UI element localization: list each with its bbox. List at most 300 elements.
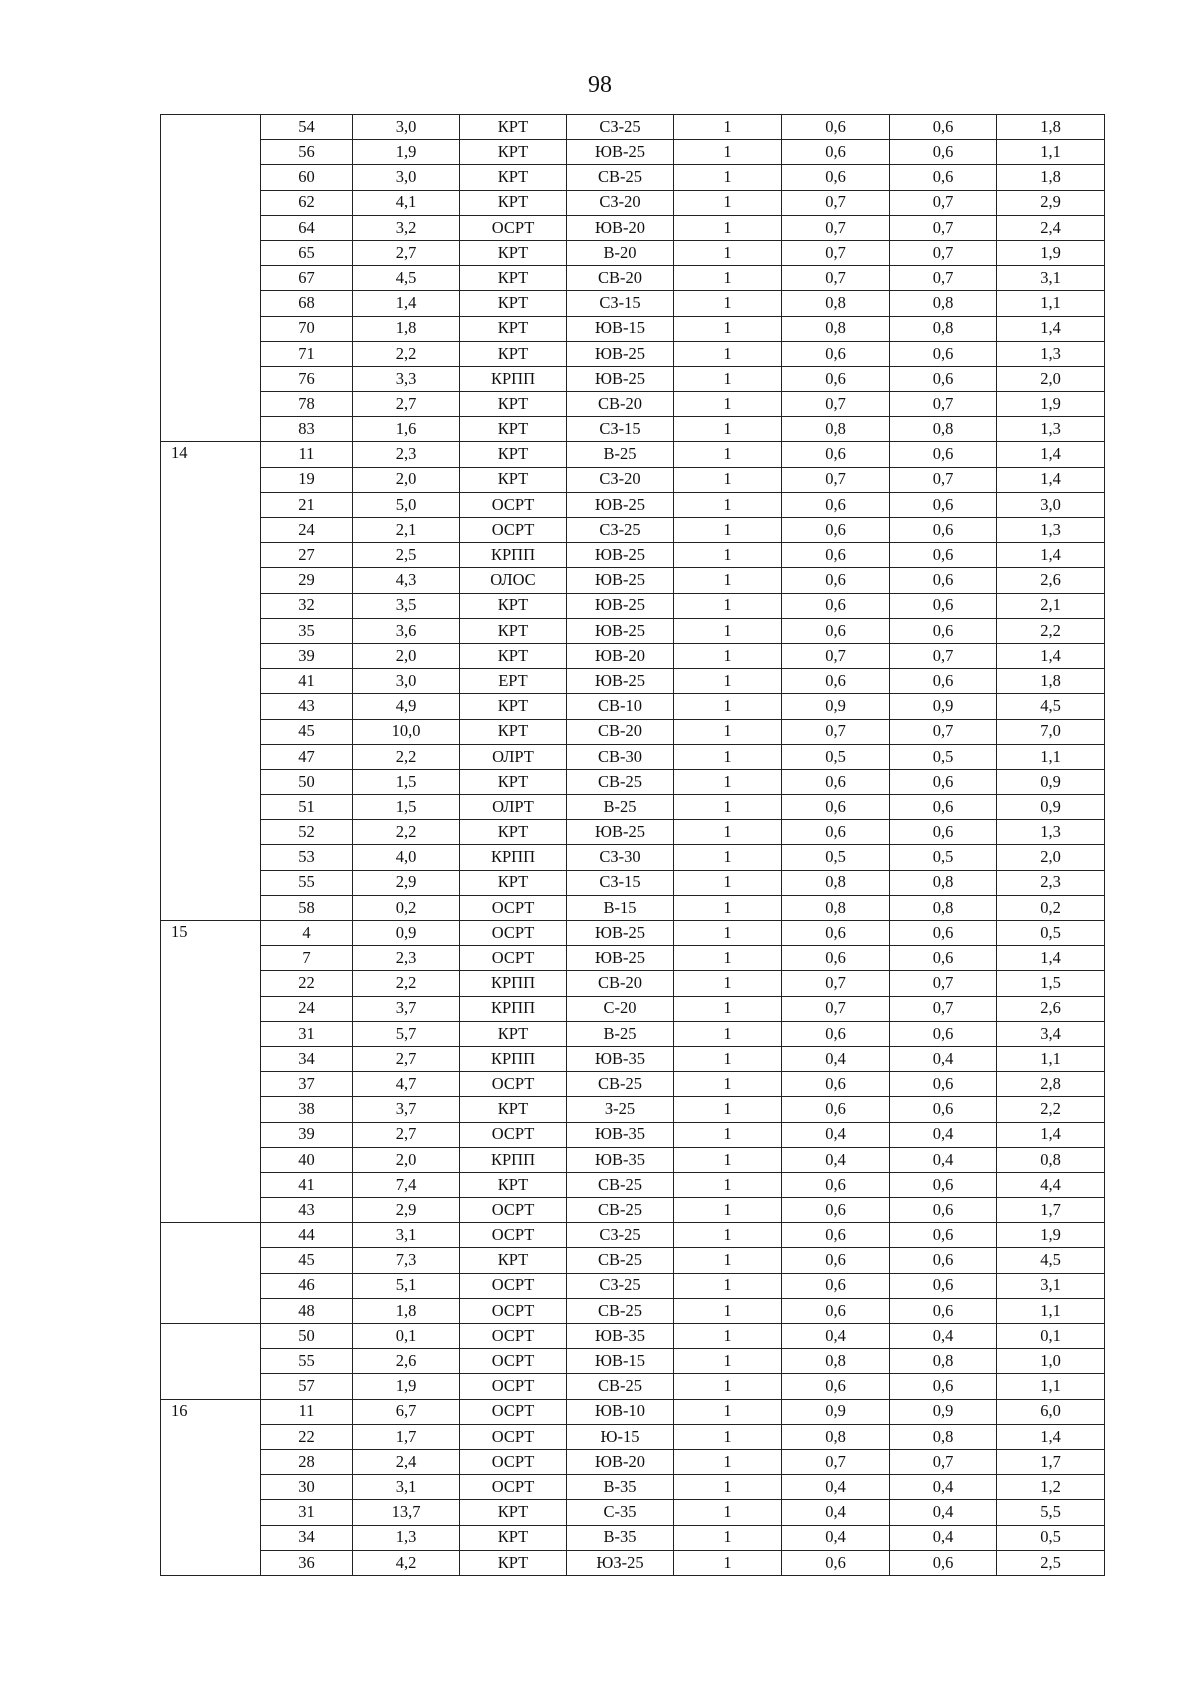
- plot-number-cell: 35: [261, 618, 353, 643]
- coef-a-cell: 0,8: [782, 895, 890, 920]
- count-cell: 1: [674, 568, 782, 593]
- count-cell: 1: [674, 1273, 782, 1298]
- table-row: [161, 467, 1105, 492]
- table-row: [161, 744, 1105, 769]
- coef-a-cell: 0,6: [782, 1097, 890, 1122]
- coef-b-cell: 0,6: [890, 568, 997, 593]
- plot-number-cell: 38: [261, 1097, 353, 1122]
- coef-b-cell: 0,6: [890, 1248, 997, 1273]
- coef-b-cell: 0,8: [890, 316, 997, 341]
- type-cell: КРПП: [460, 543, 567, 568]
- value-cell: 1,0: [997, 1349, 1105, 1374]
- area-cell: 2,4: [353, 1449, 460, 1474]
- exposure-cell: З-25: [567, 1097, 674, 1122]
- coef-b-cell: 0,6: [890, 921, 997, 946]
- exposure-cell: СЗ-15: [567, 870, 674, 895]
- exposure-cell: СВ-20: [567, 266, 674, 291]
- table-row: [161, 1172, 1105, 1197]
- coef-a-cell: 0,4: [782, 1046, 890, 1071]
- exposure-cell: ЮВ-35: [567, 1324, 674, 1349]
- plot-number-cell: 22: [261, 971, 353, 996]
- type-cell: ОСРТ: [460, 1298, 567, 1323]
- exposure-cell: ЮВ-25: [567, 366, 674, 391]
- value-cell: 2,6: [997, 568, 1105, 593]
- coef-b-cell: 0,8: [890, 291, 997, 316]
- type-cell: ОСРТ: [460, 1122, 567, 1147]
- type-cell: КРТ: [460, 769, 567, 794]
- table-row: [161, 518, 1105, 543]
- count-cell: 1: [674, 870, 782, 895]
- value-cell: 2,0: [997, 845, 1105, 870]
- type-cell: КРТ: [460, 1525, 567, 1550]
- area-cell: 2,7: [353, 392, 460, 417]
- exposure-cell: СЗ-15: [567, 291, 674, 316]
- coef-a-cell: 0,7: [782, 719, 890, 744]
- exposure-cell: С-35: [567, 1500, 674, 1525]
- area-cell: 4,0: [353, 845, 460, 870]
- count-cell: 1: [674, 795, 782, 820]
- exposure-cell: С-20: [567, 996, 674, 1021]
- area-cell: 0,1: [353, 1324, 460, 1349]
- value-cell: 1,4: [997, 442, 1105, 467]
- count-cell: 1: [674, 1374, 782, 1399]
- type-cell: КРПП: [460, 1046, 567, 1071]
- count-cell: 1: [674, 518, 782, 543]
- count-cell: 1: [674, 341, 782, 366]
- coef-b-cell: 0,6: [890, 1198, 997, 1223]
- type-cell: ЕРТ: [460, 669, 567, 694]
- plot-number-cell: 28: [261, 1449, 353, 1474]
- plot-number-cell: 36: [261, 1550, 353, 1575]
- coef-a-cell: 0,6: [782, 1021, 890, 1046]
- plot-number-cell: 51: [261, 795, 353, 820]
- exposure-cell: СВ-20: [567, 971, 674, 996]
- plot-number-cell: 56: [261, 140, 353, 165]
- area-cell: 4,1: [353, 190, 460, 215]
- type-cell: КРТ: [460, 190, 567, 215]
- value-cell: 3,1: [997, 266, 1105, 291]
- table-row: [161, 442, 1105, 467]
- exposure-cell: СЗ-25: [567, 1273, 674, 1298]
- coef-a-cell: 0,6: [782, 946, 890, 971]
- area-cell: 4,9: [353, 694, 460, 719]
- type-cell: ОСРТ: [460, 1198, 567, 1223]
- plot-number-cell: 55: [261, 1349, 353, 1374]
- type-cell: КРТ: [460, 417, 567, 442]
- plot-number-cell: 78: [261, 392, 353, 417]
- exposure-cell: СВ-25: [567, 1198, 674, 1223]
- coef-a-cell: 0,6: [782, 568, 890, 593]
- exposure-cell: СЗ-25: [567, 115, 674, 140]
- table-row: [161, 593, 1105, 618]
- plot-number-cell: 41: [261, 669, 353, 694]
- count-cell: 1: [674, 1298, 782, 1323]
- plot-number-cell: 39: [261, 1122, 353, 1147]
- value-cell: 6,0: [997, 1399, 1105, 1424]
- exposure-cell: СЗ-30: [567, 845, 674, 870]
- exposure-cell: ЮВ-25: [567, 492, 674, 517]
- coef-b-cell: 0,4: [890, 1525, 997, 1550]
- coef-a-cell: 0,4: [782, 1324, 890, 1349]
- value-cell: 1,2: [997, 1475, 1105, 1500]
- table-row: [161, 140, 1105, 165]
- coef-b-cell: 0,6: [890, 795, 997, 820]
- area-cell: 3,1: [353, 1475, 460, 1500]
- coef-b-cell: 0,6: [890, 518, 997, 543]
- coef-b-cell: 0,6: [890, 769, 997, 794]
- plot-number-cell: 68: [261, 291, 353, 316]
- table-row: [161, 845, 1105, 870]
- count-cell: 1: [674, 820, 782, 845]
- value-cell: 2,1: [997, 593, 1105, 618]
- area-cell: 2,2: [353, 971, 460, 996]
- coef-a-cell: 0,7: [782, 190, 890, 215]
- count-cell: 1: [674, 1223, 782, 1248]
- coef-a-cell: 0,8: [782, 291, 890, 316]
- count-cell: 1: [674, 442, 782, 467]
- value-cell: 2,6: [997, 996, 1105, 1021]
- exposure-cell: СВ-25: [567, 165, 674, 190]
- area-cell: 1,9: [353, 140, 460, 165]
- type-cell: ОСРТ: [460, 492, 567, 517]
- coef-a-cell: 0,6: [782, 366, 890, 391]
- type-cell: ОСРТ: [460, 215, 567, 240]
- table-row: [161, 946, 1105, 971]
- count-cell: 1: [674, 1147, 782, 1172]
- value-cell: 1,1: [997, 1374, 1105, 1399]
- type-cell: КРТ: [460, 1500, 567, 1525]
- exposure-cell: ЮВ-25: [567, 568, 674, 593]
- plot-number-cell: 39: [261, 643, 353, 668]
- coef-a-cell: 0,6: [782, 593, 890, 618]
- coef-b-cell: 0,7: [890, 1449, 997, 1474]
- value-cell: 1,7: [997, 1449, 1105, 1474]
- type-cell: ОСРТ: [460, 1374, 567, 1399]
- plot-number-cell: 55: [261, 870, 353, 895]
- count-cell: 1: [674, 971, 782, 996]
- table-row: [161, 1324, 1105, 1349]
- count-cell: 1: [674, 417, 782, 442]
- type-cell: ОСРТ: [460, 1399, 567, 1424]
- table-row: [161, 1449, 1105, 1474]
- coef-b-cell: 0,6: [890, 115, 997, 140]
- table-row: [161, 643, 1105, 668]
- table-row: [161, 1500, 1105, 1525]
- plot-number-cell: 47: [261, 744, 353, 769]
- count-cell: 1: [674, 165, 782, 190]
- plot-number-cell: 43: [261, 1198, 353, 1223]
- coef-b-cell: 0,9: [890, 694, 997, 719]
- coef-b-cell: 0,6: [890, 1298, 997, 1323]
- value-cell: 1,9: [997, 392, 1105, 417]
- exposure-cell: СВ-25: [567, 1374, 674, 1399]
- area-cell: 2,1: [353, 518, 460, 543]
- count-cell: 1: [674, 845, 782, 870]
- value-cell: 2,4: [997, 215, 1105, 240]
- table-row: [161, 115, 1105, 140]
- coef-a-cell: 0,8: [782, 870, 890, 895]
- plot-number-cell: 58: [261, 895, 353, 920]
- area-cell: 7,4: [353, 1172, 460, 1197]
- value-cell: 1,5: [997, 971, 1105, 996]
- coef-a-cell: 0,7: [782, 996, 890, 1021]
- table-row: [161, 1021, 1105, 1046]
- count-cell: 1: [674, 593, 782, 618]
- exposure-cell: СВ-25: [567, 1172, 674, 1197]
- exposure-cell: ЮВ-35: [567, 1122, 674, 1147]
- count-cell: 1: [674, 140, 782, 165]
- coef-a-cell: 0,6: [782, 341, 890, 366]
- count-cell: 1: [674, 115, 782, 140]
- count-cell: 1: [674, 946, 782, 971]
- coef-a-cell: 0,7: [782, 215, 890, 240]
- type-cell: КРПП: [460, 996, 567, 1021]
- coef-a-cell: 0,6: [782, 1273, 890, 1298]
- table-row: [161, 1374, 1105, 1399]
- count-cell: 1: [674, 921, 782, 946]
- value-cell: 1,9: [997, 1223, 1105, 1248]
- value-cell: 1,4: [997, 946, 1105, 971]
- table-row: [161, 719, 1105, 744]
- area-cell: 2,5: [353, 543, 460, 568]
- exposure-cell: СВ-20: [567, 719, 674, 744]
- value-cell: 1,4: [997, 467, 1105, 492]
- table-row: [161, 1072, 1105, 1097]
- value-cell: 1,1: [997, 744, 1105, 769]
- plot-number-cell: 45: [261, 1248, 353, 1273]
- value-cell: 1,1: [997, 1046, 1105, 1071]
- area-cell: 5,1: [353, 1273, 460, 1298]
- type-cell: КРПП: [460, 1147, 567, 1172]
- type-cell: ОСРТ: [460, 1273, 567, 1298]
- value-cell: 1,3: [997, 518, 1105, 543]
- area-cell: 2,9: [353, 1198, 460, 1223]
- coef-a-cell: 0,4: [782, 1122, 890, 1147]
- coef-b-cell: 0,6: [890, 1072, 997, 1097]
- coef-b-cell: 0,6: [890, 820, 997, 845]
- coef-a-cell: 0,6: [782, 165, 890, 190]
- area-cell: 5,7: [353, 1021, 460, 1046]
- area-cell: 1,6: [353, 417, 460, 442]
- count-cell: 1: [674, 543, 782, 568]
- count-cell: 1: [674, 1021, 782, 1046]
- type-cell: ОСРТ: [460, 518, 567, 543]
- coef-a-cell: 0,7: [782, 392, 890, 417]
- count-cell: 1: [674, 1424, 782, 1449]
- count-cell: 1: [674, 266, 782, 291]
- coef-a-cell: 0,7: [782, 971, 890, 996]
- coef-a-cell: 0,6: [782, 1248, 890, 1273]
- table-row: [161, 795, 1105, 820]
- plot-number-cell: 32: [261, 593, 353, 618]
- type-cell: ОСРТ: [460, 1424, 567, 1449]
- count-cell: 1: [674, 996, 782, 1021]
- area-cell: 0,2: [353, 895, 460, 920]
- coef-b-cell: 0,7: [890, 190, 997, 215]
- plot-number-cell: 50: [261, 769, 353, 794]
- table-row: [161, 971, 1105, 996]
- coef-a-cell: 0,6: [782, 140, 890, 165]
- table-row: [161, 492, 1105, 517]
- coef-a-cell: 0,6: [782, 1550, 890, 1575]
- type-cell: ОЛОС: [460, 568, 567, 593]
- page-number: 98: [588, 72, 612, 98]
- coef-b-cell: 0,7: [890, 215, 997, 240]
- coef-a-cell: 0,7: [782, 240, 890, 265]
- coef-b-cell: 0,6: [890, 366, 997, 391]
- exposure-cell: В-20: [567, 240, 674, 265]
- plot-number-cell: 83: [261, 417, 353, 442]
- count-cell: 1: [674, 1449, 782, 1474]
- plot-number-cell: 19: [261, 467, 353, 492]
- exposure-cell: ЮВ-15: [567, 1349, 674, 1374]
- type-cell: КРТ: [460, 820, 567, 845]
- value-cell: 2,9: [997, 190, 1105, 215]
- area-cell: 4,7: [353, 1072, 460, 1097]
- coef-a-cell: 0,7: [782, 643, 890, 668]
- count-cell: 1: [674, 1324, 782, 1349]
- coef-b-cell: 0,6: [890, 1021, 997, 1046]
- table-row: [161, 1399, 1105, 1424]
- count-cell: 1: [674, 618, 782, 643]
- table-row: [161, 669, 1105, 694]
- plot-number-cell: 44: [261, 1223, 353, 1248]
- type-cell: КРТ: [460, 694, 567, 719]
- table-row: [161, 1525, 1105, 1550]
- plot-number-cell: 24: [261, 996, 353, 1021]
- plot-number-cell: 4: [261, 921, 353, 946]
- type-cell: ОСРТ: [460, 1475, 567, 1500]
- coef-b-cell: 0,6: [890, 165, 997, 190]
- plot-number-cell: 37: [261, 1072, 353, 1097]
- area-cell: 4,5: [353, 266, 460, 291]
- value-cell: 1,4: [997, 1122, 1105, 1147]
- value-cell: 2,3: [997, 870, 1105, 895]
- type-cell: КРПП: [460, 971, 567, 996]
- area-cell: 2,0: [353, 1147, 460, 1172]
- exposure-cell: СВ-25: [567, 1072, 674, 1097]
- table-row: [161, 996, 1105, 1021]
- area-cell: 3,1: [353, 1223, 460, 1248]
- coef-b-cell: 0,4: [890, 1147, 997, 1172]
- exposure-cell: СЗ-25: [567, 1223, 674, 1248]
- value-cell: 1,9: [997, 240, 1105, 265]
- coef-b-cell: 0,5: [890, 744, 997, 769]
- exposure-cell: ЮВ-25: [567, 921, 674, 946]
- area-cell: 1,4: [353, 291, 460, 316]
- table-row: [161, 895, 1105, 920]
- coef-a-cell: 0,6: [782, 769, 890, 794]
- area-cell: 1,5: [353, 795, 460, 820]
- plot-number-cell: 50: [261, 1324, 353, 1349]
- table-row: [161, 769, 1105, 794]
- area-cell: 3,5: [353, 593, 460, 618]
- area-cell: 1,8: [353, 316, 460, 341]
- count-cell: 1: [674, 492, 782, 517]
- plot-number-cell: 27: [261, 543, 353, 568]
- value-cell: 4,5: [997, 694, 1105, 719]
- group-label-cell: 16: [161, 1399, 261, 1575]
- coef-b-cell: 0,7: [890, 467, 997, 492]
- area-cell: 1,9: [353, 1374, 460, 1399]
- coef-a-cell: 0,6: [782, 618, 890, 643]
- value-cell: 1,3: [997, 820, 1105, 845]
- coef-b-cell: 0,6: [890, 1223, 997, 1248]
- type-cell: КРТ: [460, 618, 567, 643]
- type-cell: КРТ: [460, 115, 567, 140]
- coef-a-cell: 0,7: [782, 467, 890, 492]
- table-row: [161, 1223, 1105, 1248]
- table-row: [161, 240, 1105, 265]
- table-row: [161, 316, 1105, 341]
- area-cell: 0,9: [353, 921, 460, 946]
- plot-number-cell: 76: [261, 366, 353, 391]
- coef-b-cell: 0,7: [890, 240, 997, 265]
- coef-b-cell: 0,4: [890, 1122, 997, 1147]
- type-cell: ОСРТ: [460, 1449, 567, 1474]
- exposure-cell: ЮЗ-25: [567, 1550, 674, 1575]
- count-cell: 1: [674, 1399, 782, 1424]
- area-cell: 5,0: [353, 492, 460, 517]
- table-row: [161, 568, 1105, 593]
- coef-b-cell: 0,8: [890, 417, 997, 442]
- coef-a-cell: 0,6: [782, 1198, 890, 1223]
- coef-b-cell: 0,6: [890, 140, 997, 165]
- table-row: [161, 820, 1105, 845]
- exposure-cell: ЮВ-20: [567, 215, 674, 240]
- count-cell: 1: [674, 1550, 782, 1575]
- exposure-cell: ЮВ-20: [567, 1449, 674, 1474]
- exposure-cell: ЮВ-35: [567, 1046, 674, 1071]
- value-cell: 0,1: [997, 1324, 1105, 1349]
- table-row: [161, 1349, 1105, 1374]
- table-row: [161, 366, 1105, 391]
- exposure-cell: ЮВ-20: [567, 643, 674, 668]
- count-cell: 1: [674, 1500, 782, 1525]
- exposure-cell: СВ-25: [567, 1248, 674, 1273]
- coef-b-cell: 0,8: [890, 870, 997, 895]
- plot-number-cell: 60: [261, 165, 353, 190]
- coef-a-cell: 0,5: [782, 744, 890, 769]
- type-cell: КРТ: [460, 870, 567, 895]
- value-cell: 2,2: [997, 618, 1105, 643]
- plot-number-cell: 48: [261, 1298, 353, 1323]
- count-cell: 1: [674, 1097, 782, 1122]
- plot-number-cell: 22: [261, 1424, 353, 1449]
- count-cell: 1: [674, 1525, 782, 1550]
- plot-number-cell: 24: [261, 518, 353, 543]
- coef-a-cell: 0,8: [782, 1424, 890, 1449]
- plot-number-cell: 11: [261, 442, 353, 467]
- exposure-cell: Ю-15: [567, 1424, 674, 1449]
- table-row: [161, 921, 1105, 946]
- type-cell: КРТ: [460, 316, 567, 341]
- coef-b-cell: 0,6: [890, 1273, 997, 1298]
- table-row: [161, 1046, 1105, 1071]
- area-cell: 1,8: [353, 1298, 460, 1323]
- table-row: [161, 870, 1105, 895]
- plot-number-cell: 29: [261, 568, 353, 593]
- exposure-cell: ЮВ-25: [567, 669, 674, 694]
- exposure-cell: ЮВ-25: [567, 140, 674, 165]
- table-row: [161, 392, 1105, 417]
- count-cell: 1: [674, 366, 782, 391]
- plot-number-cell: 54: [261, 115, 353, 140]
- table-row: [161, 341, 1105, 366]
- group-label-cell: [161, 115, 261, 442]
- table-row: [161, 1248, 1105, 1273]
- coef-a-cell: 0,6: [782, 921, 890, 946]
